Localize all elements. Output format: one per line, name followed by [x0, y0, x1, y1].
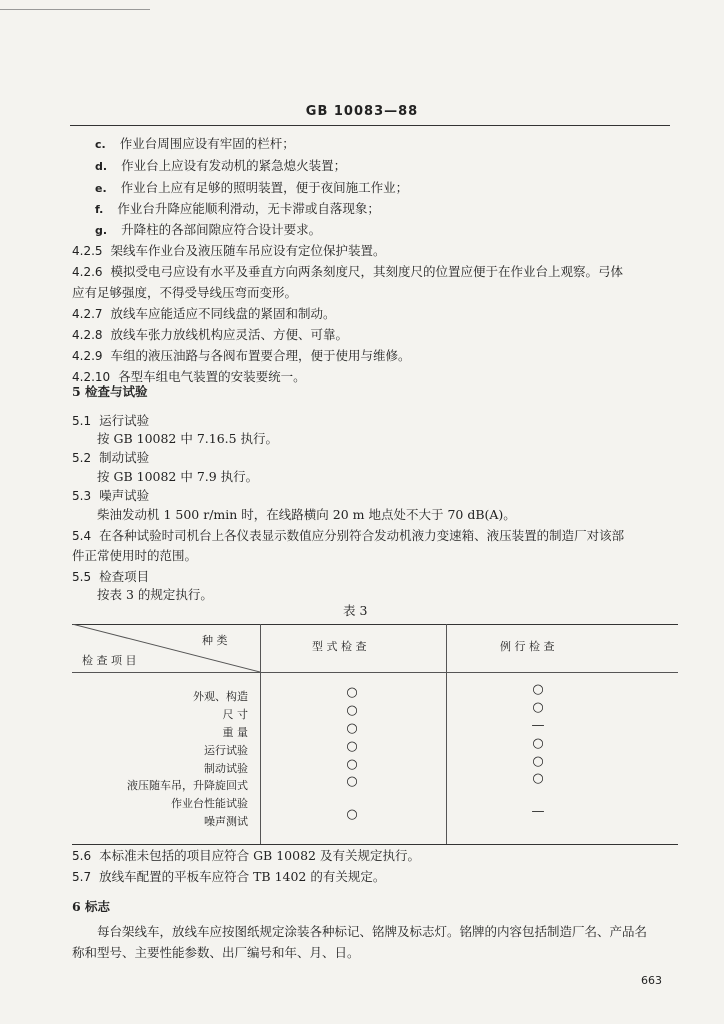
row-name: 尺 寸	[222, 708, 248, 721]
list-item: f. 作业台升降应能顺利滑动，无卡滞或自落现象；	[95, 201, 380, 216]
type-mark: ○	[346, 807, 358, 822]
type-mark: ○	[346, 721, 358, 736]
table-caption: 表 3	[343, 603, 368, 618]
routine-mark: ○	[532, 771, 544, 786]
paragraph-line: 每台架线车，放线车应按图纸规定涂装各种标记、铭牌及标志灯。铭牌的内容包括制造厂名、产品名	[97, 924, 648, 939]
row-name: 外观、构造	[193, 690, 248, 703]
routine-mark: ○	[532, 682, 544, 697]
row-name: 液压随车吊，升降旋回式	[127, 779, 248, 792]
top-rule	[0, 9, 150, 10]
clause: 4.2.10 各型车组电气装置的安装要统一。	[72, 369, 306, 384]
routine-mark: ○	[532, 736, 544, 751]
row-name: 制动试验	[204, 762, 248, 775]
row-name: 噪声测试	[204, 815, 248, 828]
type-mark: ○	[346, 757, 358, 772]
table-column-rule	[446, 624, 447, 844]
header-item: 检 查 项 目	[82, 654, 137, 667]
inspection-table	[72, 624, 678, 844]
clause: 4.2.6 模拟受电弓应设有水平及垂直方向两条刻度尺，其刻度尺的位置应便于在作业台上观察。弓体	[72, 264, 624, 279]
subsection-text: 按表 3 的规定执行。	[97, 587, 213, 602]
paragraph-line: 称和型号、主要性能参数、出厂编号和年、月、日。	[72, 945, 360, 960]
clause: 4.2.5 架线车作业台及液压随车吊应设有定位保护装置。	[72, 243, 386, 258]
header-rule	[70, 125, 670, 126]
table-column-rule	[260, 624, 261, 844]
standard-header: GB 10083—88	[305, 104, 419, 119]
subsection-text: 按 GB 10082 中 7.16.5 执行。	[97, 431, 279, 446]
column-header-type: 型 式 检 查	[312, 640, 367, 653]
subsection-text: 柴油发动机 1 500 r/min 时，在线路横向 20 m 地点处不大于 70 dB(A)。	[97, 507, 516, 522]
section-title: 6 标志	[72, 899, 111, 914]
list-item: g. 升降柱的各部间隙应符合设计要求。	[95, 222, 322, 237]
clause: 4.2.9 车组的液压油路与各阀布置要合理，便于使用与维修。	[72, 348, 411, 363]
table-header-rule	[72, 672, 678, 673]
header-kind: 种 类	[202, 634, 228, 647]
subsection-heading: 5.2 制动试验	[72, 450, 150, 465]
type-mark: ○	[346, 739, 358, 754]
clause: 5.4 在各种试验时司机台上各仪表显示数值应分别符合发动机液力变速箱、液压装置的制造厂对该部	[72, 528, 625, 543]
type-mark: ○	[346, 703, 358, 718]
subsection-heading: 5.5 检查项目	[72, 569, 150, 584]
routine-mark: —	[531, 718, 545, 733]
clause: 5.7 放线车配置的平板车应符合 TB 1402 的有关规定。	[72, 869, 386, 884]
subsection-heading: 5.1 运行试验	[72, 413, 150, 428]
clause: 5.6 本标准未包括的项目应符合 GB 10082 及有关规定执行。	[72, 848, 420, 863]
column-header-routine: 例 行 检 查	[500, 640, 555, 653]
table-bottom-border	[72, 844, 678, 845]
clause-continuation: 件正常使用时的范围。	[72, 548, 198, 563]
routine-mark: —	[531, 804, 545, 819]
list-item: e. 作业台上应有足够的照明装置，便于夜间施工作业；	[95, 180, 409, 195]
routine-mark: ○	[532, 700, 544, 715]
row-name: 作业台性能试验	[171, 797, 248, 810]
type-mark: ○	[346, 685, 358, 700]
clause-continuation: 应有足够强度，不得受导线压弯而变形。	[72, 285, 298, 300]
type-mark: ○	[346, 774, 358, 789]
subsection-heading: 5.3 噪声试验	[72, 488, 150, 503]
list-item: c. 作业台周围应设有牢固的栏杆；	[95, 136, 295, 151]
clause: 4.2.7 放线车应能适应不同线盘的紧固和制动。	[72, 306, 336, 321]
list-item: d. 作业台上应设有发动机的紧急熄火装置；	[95, 158, 347, 173]
routine-mark: ○	[532, 754, 544, 769]
section-title: 5 检查与试验	[72, 384, 148, 399]
row-name: 运行试验	[204, 744, 248, 757]
clause: 4.2.8 放线车张力放线机构应灵活、方便、可靠。	[72, 327, 349, 342]
subsection-text: 按 GB 10082 中 7.9 执行。	[97, 469, 259, 484]
row-name: 重 量	[222, 726, 248, 739]
page-number: 663	[641, 974, 662, 987]
